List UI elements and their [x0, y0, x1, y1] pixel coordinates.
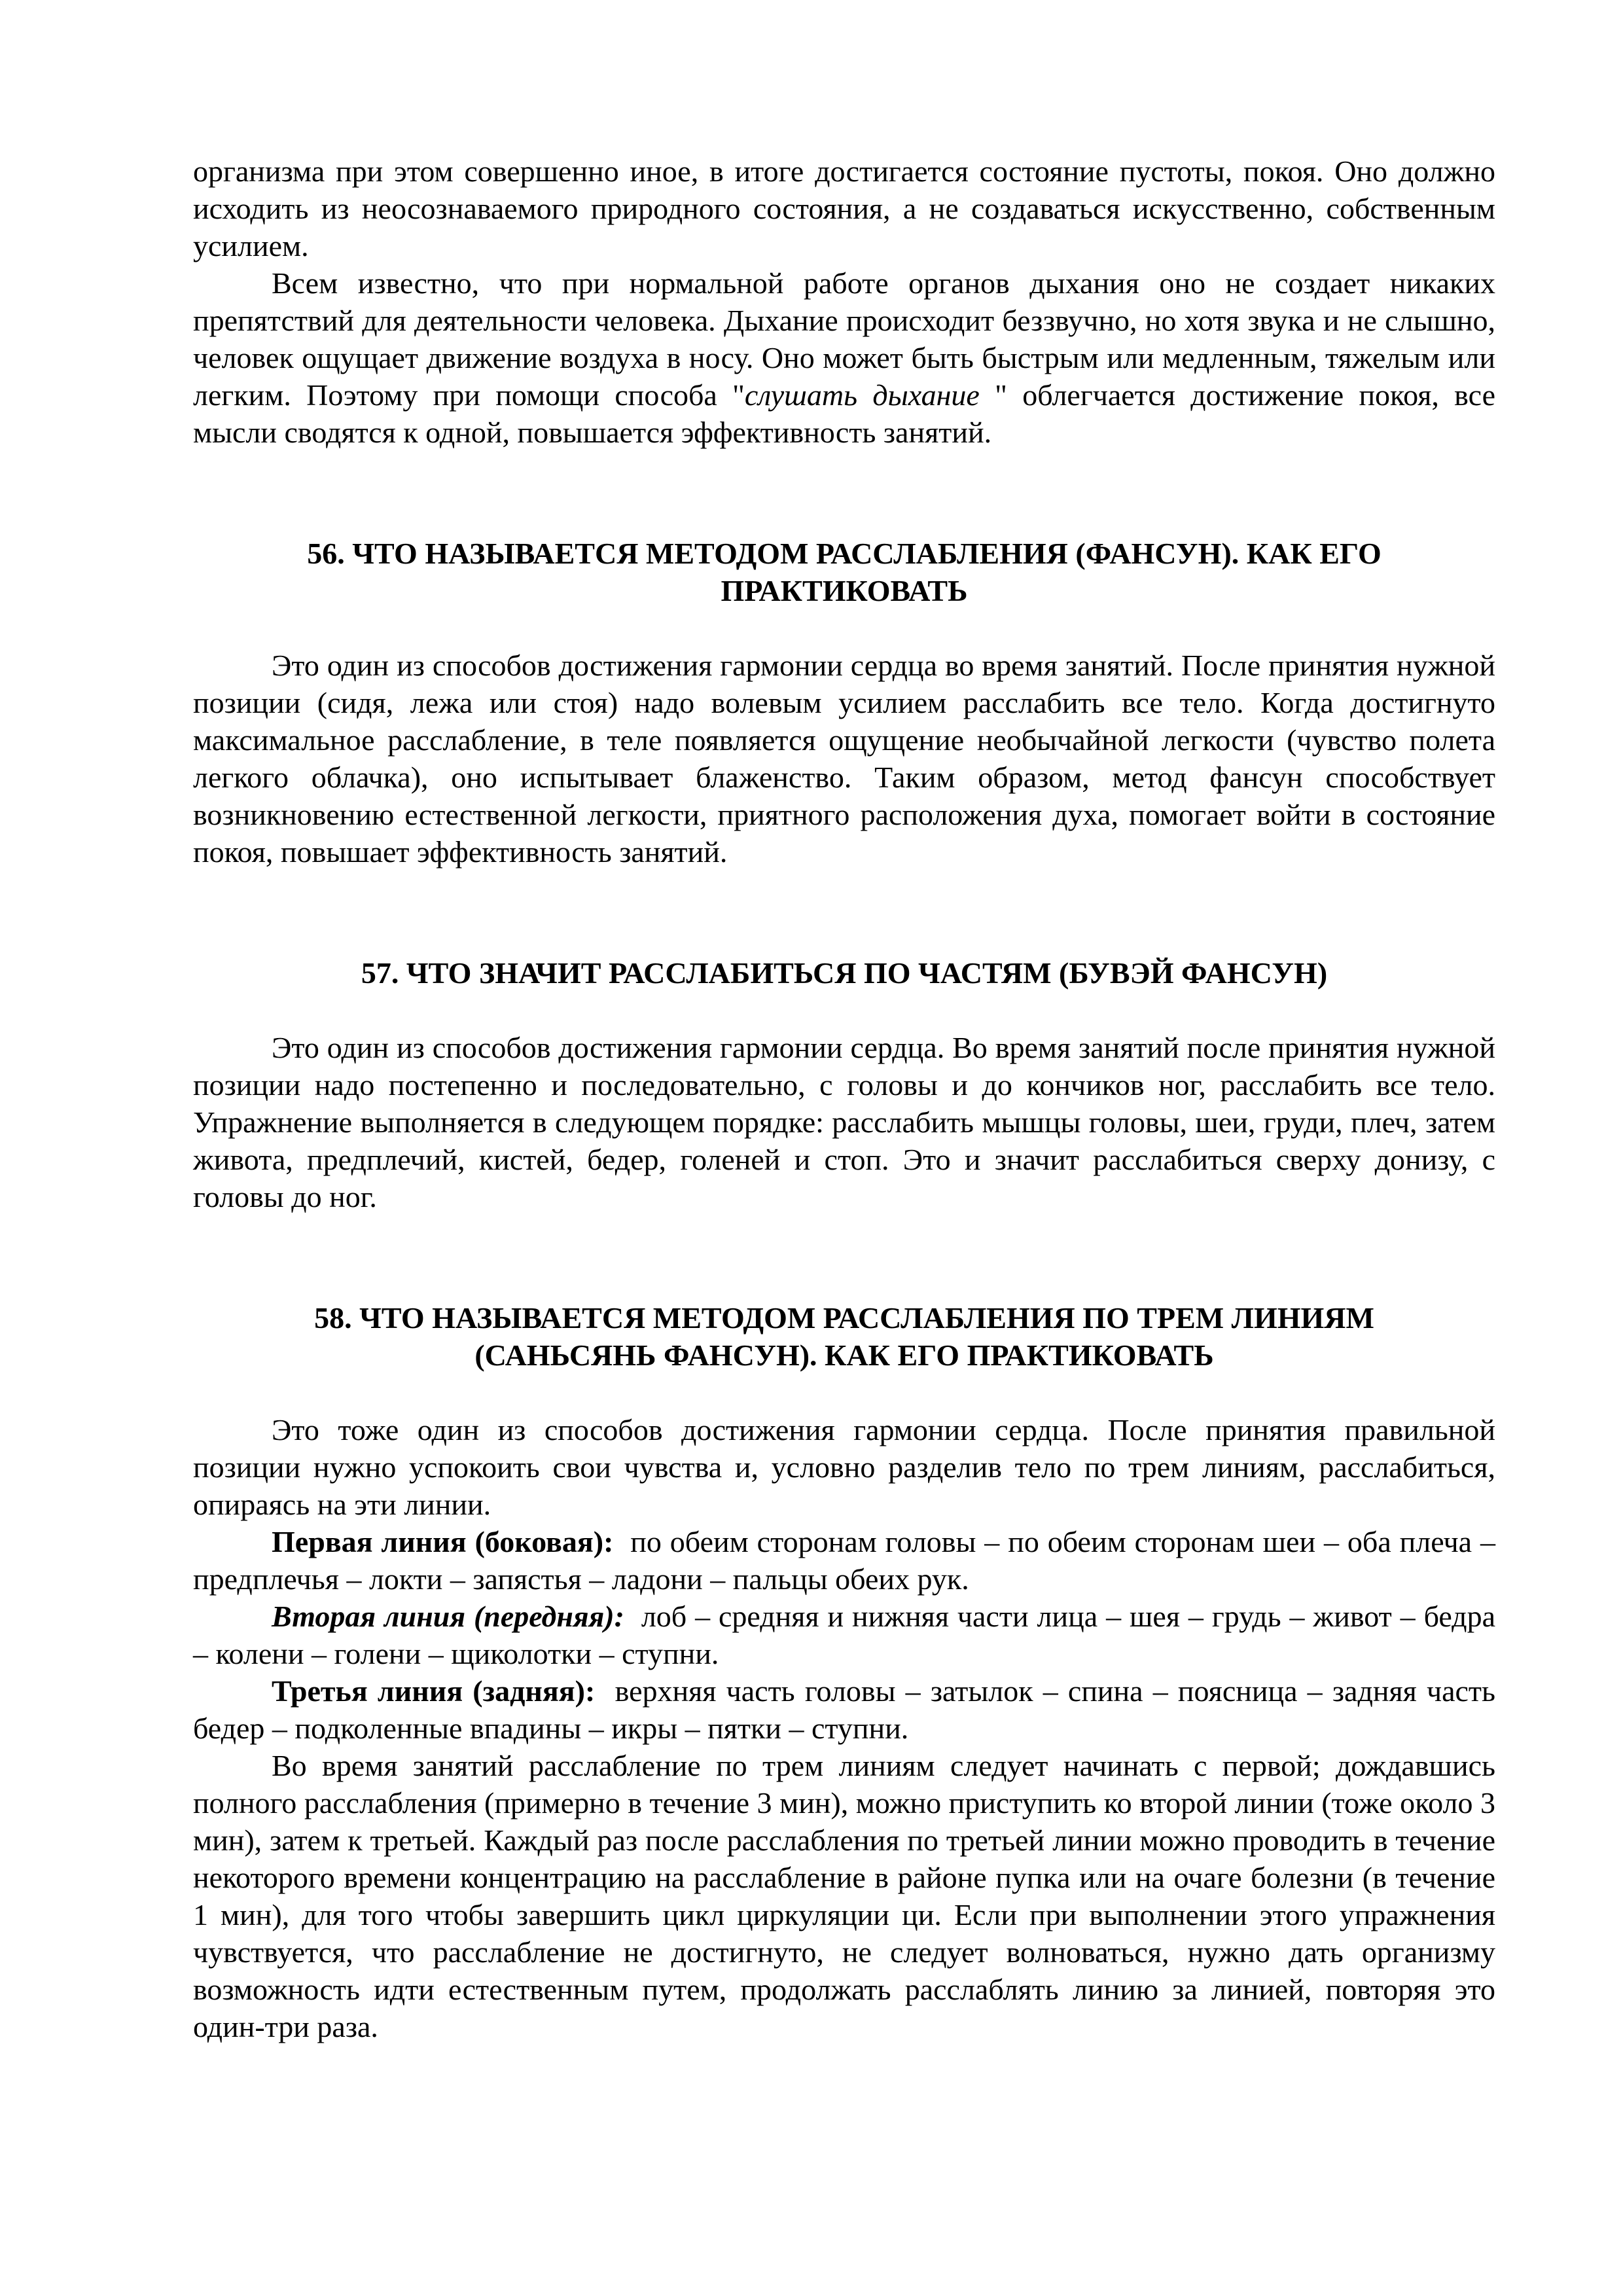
section-56-heading-line1: 56. ЧТО НАЗЫВАЕТСЯ МЕТОДОМ РАССЛАБЛЕНИЯ (ФАНСУН). КАК ЕГО [307, 537, 1382, 570]
breathing-text-start: Всем известно, что при нормальной работе органов дыхания оно не создает никаких препятствий для деятельности человека. Дыхание происходит беззвучно, но хотя звука и не слышно, человек ощущает движение воздуха в носу. Оно может быть быстрым или медленным, тяжелым или легким. Поэтому при помощи способа " [193, 266, 1495, 412]
section-57-heading-line1: 57. ЧТО ЗНАЧИТ РАССЛАБИТЬСЯ ПО ЧАСТЯМ (БУВЭЙ ФАНСУН) [361, 956, 1328, 990]
first-line-text: по обеим сторонам головы – по обеим сторонам шеи – оба плеча – предплечья – локти – запястья – ладони – пальцы обеих рук. [193, 1525, 1495, 1596]
section-56-body: Это один из способов достижения гармонии сердца во время занятий. После принятия нужной позиции (сидя, лежа или стоя) надо волевым усилием расслабить все тело. Когда достигнуто максимальное расслабление, в теле появляется ощущение необычайной легкости (чувство полета легкого облачка), оно испытывает блаженство. Таким образом, метод фансун способствует возникновению естественной легкости, приятного расположения духа, помогает войти в состояние покоя, повышает эффективность занятий. [193, 649, 1495, 869]
breathing-italic-term: слушать дыхание [744, 378, 980, 412]
second-line-text: лоб – средняя и нижняя части лица – шея – грудь – живот – бедра – колени – голени – щиколотки – ступни. [193, 1600, 1496, 1670]
breathing-paragraph [193, 264, 1495, 451]
continuation-paragraph: организма при этом совершенно иное, в итоге достигается состояние пустоты, покоя. Оно должно исходить из неосознаваемого природного состояния, а не создаваться искусственно, собственным усилием. [193, 154, 1495, 262]
second-line-item [193, 1598, 1495, 1672]
second-line-label: Вторая линия (передняя): [272, 1600, 624, 1633]
breathing-text-end: " облегчается достижение покоя, все мысли сводятся к одной, повышается эффективность занятий. [193, 378, 1495, 449]
section-57-heading [193, 954, 1495, 992]
third-line-label: Третья линия (задняя): [272, 1674, 596, 1708]
first-line-label: Первая линия (боковая): [272, 1525, 614, 1558]
third-line-text: верхняя часть головы – затылок – спина – поясница – задняя часть бедер – подколенные впадины – икры – пятки – ступни. [193, 1674, 1495, 1745]
section-57-body: Это один из способов достижения гармонии сердца. Во время занятий после принятия нужной позиции надо постепенно и последовательно, с головы и до кончиков ног, расслабить все тело. Упражнение выполняется в следующем порядке: расслабить мышцы головы, шеи, груди, плеч, затем живота, предплечий, кистей, бедер, голеней и стоп. Это и значит расслабиться сверху донизу, с головы до ног. [193, 1031, 1495, 1213]
section-58-heading-line1: 58. ЧТО НАЗЫВАЕТСЯ МЕТОДОМ РАССЛАБЛЕНИЯ ПО ТРЕМ ЛИНИЯМ [314, 1301, 1374, 1335]
section-58-heading-line2: (САНЬСЯНЬ ФАНСУН). КАК ЕГО ПРАКТИКОВАТЬ [474, 1338, 1214, 1372]
third-line-item [193, 1672, 1495, 1747]
document-page [193, 152, 1495, 2045]
section-58-intro: Это тоже один из способов достижения гармонии сердца. После принятия правильной позиции нужно успокоить свои чувства и, условно разделив тело по трем линиям, расслабиться, опираясь на эти линии. [193, 1413, 1495, 1521]
section-58-closing: Во время занятий расслабление по трем линиям следует начинать с первой; дождавшись полного расслабления (примерно в течение 3 мин), можно приступить ко второй линии (тоже около 3 мин), затем к третьей. Каждый раз после расслабления по третьей линии можно проводить в течение некоторого времени концентрацию на расслабление в районе пупка или на очаге болезни (в течение 1 мин), для того чтобы завершить цикл циркуляции ци. Если при выполнении этого упражнения чувствуется, что расслабление не достигнуто, не следует волноваться, нужно дать организму возможность идти естественным путем, продолжать расслаблять линию за линией, повторяя это один-три раза. [193, 1749, 1495, 2043]
section-58-heading [193, 1299, 1495, 1374]
section-56-heading [193, 535, 1495, 609]
first-line-item [193, 1523, 1495, 1598]
section-56-heading-line2: ПРАКТИКОВАТЬ [721, 574, 968, 607]
